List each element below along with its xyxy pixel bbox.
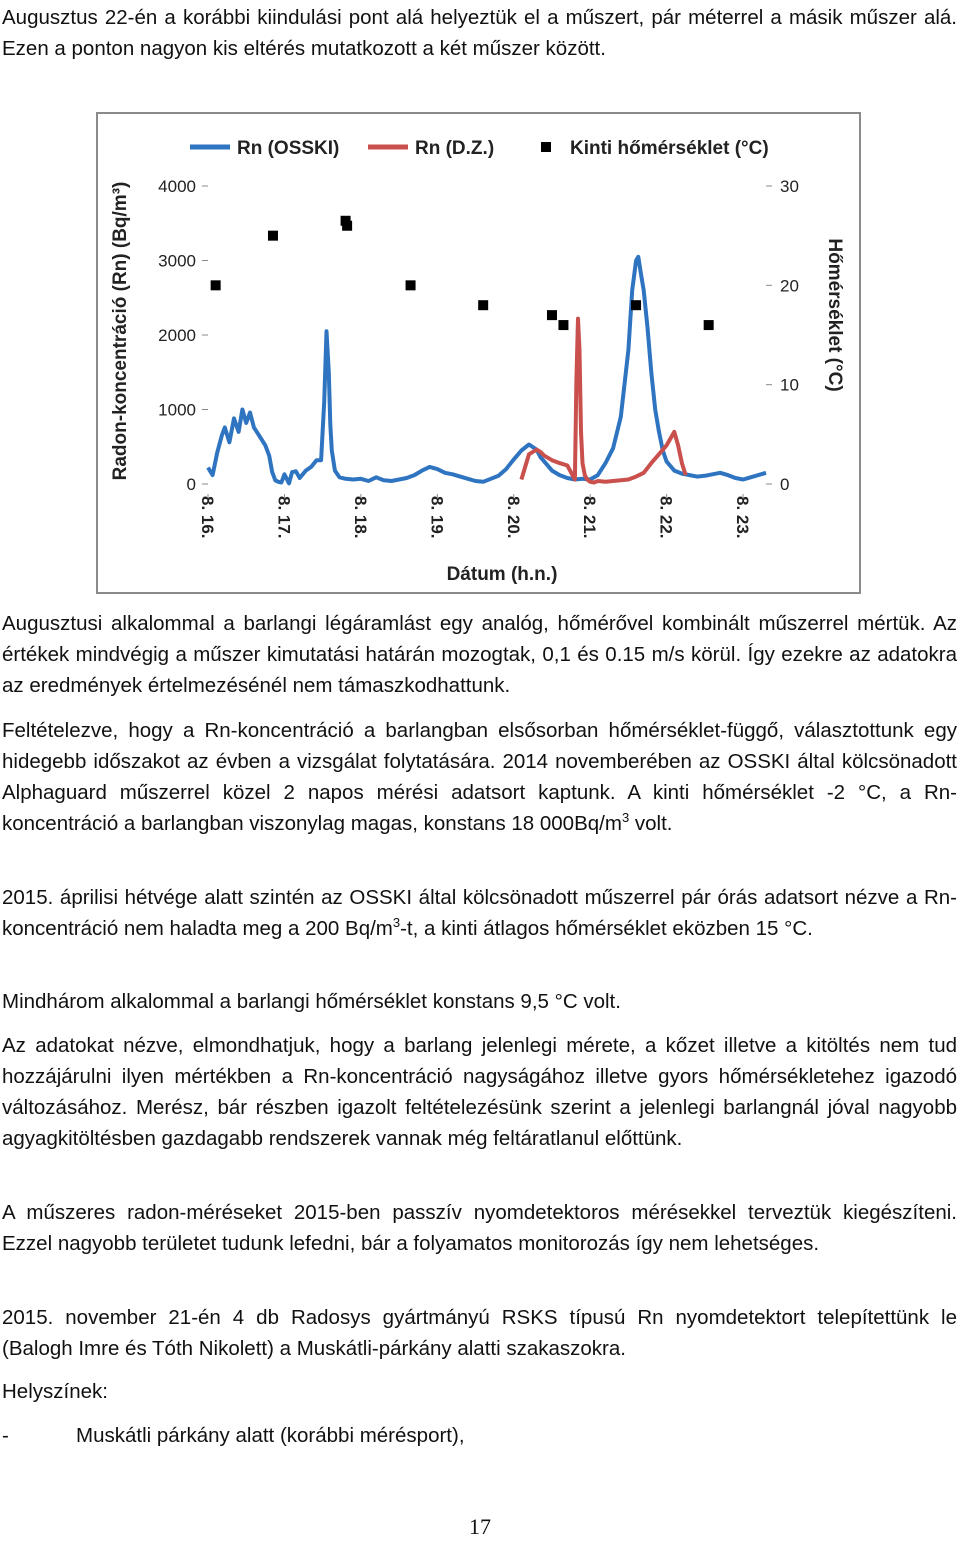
y-tick-label: 2000 xyxy=(158,326,196,345)
paragraph-passive-detectors: A műszeres radon-méréseket 2015-ben passzív nyomdetektoros mérésekkel terveztük kiegészíteni. Ezzel nagyobb területet tudunk lefedni, bár a folyamatos monitorozás így nem lehetséges. xyxy=(2,1201,957,1255)
list-item-label: Muskátli párkány alatt (korábbi mérésport), xyxy=(76,1424,465,1447)
temperature-point xyxy=(631,300,641,310)
list-bullet: - xyxy=(2,1424,9,1447)
paragraph-april xyxy=(2,882,957,944)
paragraph-april-text: 2015. áprilisi hétvége alatt szintén az OSSKI által kölcsönadott műszerrel pár órás adatsort nézve a Rn-koncentráció nem haladta meg a 200 Bq/m xyxy=(2,886,957,940)
paragraph-locations-heading: Helyszínek: xyxy=(2,1380,108,1403)
paragraph-cave-temperature: Mindhárom alkalommal a barlangi hőmérséklet konstans 9,5 °C volt. xyxy=(2,990,621,1013)
x-tick-label: 8. 22. xyxy=(656,496,676,539)
chart-svg xyxy=(98,114,863,596)
series-line-dz xyxy=(521,319,685,483)
y2-tick-label: 10 xyxy=(780,375,799,395)
y-tick-label: 0 xyxy=(186,475,196,494)
legend-osski-label: Rn (OSSKI) xyxy=(237,138,340,159)
temperature-point xyxy=(211,280,221,290)
paragraph-april-end: -t, a kinti átlagos hőmérséklet eközben 15 °C. xyxy=(400,917,813,940)
x-tick-label: 8. 21. xyxy=(580,496,600,539)
y-tick-label: 3000 xyxy=(158,251,196,271)
y-tick-label: 1000 xyxy=(158,400,196,420)
x-tick-label: 8. 20. xyxy=(503,496,523,539)
chart-labels xyxy=(110,177,845,585)
temperature-point xyxy=(406,280,416,290)
paragraph-intro: Augusztus 22-én a korábbi kiindulási pont alá helyeztük el a műszert, pár méterrel a másik műszer alá. Ezen a ponton nagyon kis eltérés mutatkozott a két műszer között. xyxy=(2,6,957,60)
paragraph-airflow: Augusztusi alkalommal a barlangi légáramlást egy analóg, hőmérővel kombinált műszerrel mértük. Az értékek mindvégig a műszer kimutatási határán mozogtak, 0,1 és 0.15 m/s körül. Így ezekre az adatokra az eredmények értelmezésénél nem támaszkodhattunk. xyxy=(2,612,957,697)
legend-dz-label: Rn (D.Z.) xyxy=(415,138,495,159)
paragraph-conclusion: Az adatokat nézve, elmondhatjuk, hogy a barlang jelenlegi mérete, a kőzet illetve a kitöltés nem tud hozzájárulni ilyen mértékben a Rn-koncentráció nagyságához illetve gyors hőmérsékletehez igazodó változásához. Merész, bár részben igazolt feltételezésünk szerint a jelenlegi barlangnál jóval nagyobb agyagkitöltésben gazdagabb rendszerek vannak még feltáratlanul előttünk. xyxy=(2,1034,957,1150)
x-tick-label: 8. 17. xyxy=(274,496,294,539)
y2-axis-title: Hőmérséklet (°C) xyxy=(824,238,845,392)
temperature-point xyxy=(268,231,278,241)
y2-tick-label: 0 xyxy=(780,475,790,494)
paragraph-november xyxy=(2,715,957,839)
y2-tick-label: 20 xyxy=(780,276,799,296)
x-tick-label: 8. 19. xyxy=(427,496,447,539)
y-axis-title: Radon-koncentráció (Rn) (Bq/m³) xyxy=(110,181,131,481)
temperature-point xyxy=(704,320,714,330)
y2-tick-label: 30 xyxy=(780,177,799,196)
paragraph-november-text: Feltételezve, hogy a Rn-koncentráció a barlangban elsősorban hőmérséklet-függő, választottunk egy hidegebb időszakot az évben a vizsgálat folytatására. 2014 novemberében az OSSKI által kölcsönadott Alphaguard műszerrel közel 2 napos mérési adatsort kaptunk. A kinti hőmérséklet -2 °C, a Rn-koncentráció a barlangban viszonylag magas, konstans 18 000Bq/m xyxy=(2,719,957,835)
y-tick-label: 4000 xyxy=(158,177,196,196)
chart-axes xyxy=(202,186,772,500)
paragraph-november-end: volt. xyxy=(629,812,673,835)
superscript-3: 3 xyxy=(392,915,401,931)
temperature-point xyxy=(547,310,557,320)
x-axis-title: Dátum (h.n.) xyxy=(446,564,558,585)
series-line-osski xyxy=(208,257,766,484)
x-tick-label: 8. 23. xyxy=(733,496,753,539)
radon-chart xyxy=(96,112,861,594)
legend-temperature-swatch xyxy=(541,142,551,152)
chart-series xyxy=(208,216,766,484)
list-item xyxy=(2,1420,465,1451)
superscript-3: 3 xyxy=(621,810,630,826)
x-tick-label: 8. 16. xyxy=(198,496,217,539)
temperature-point xyxy=(342,221,352,231)
temperature-point xyxy=(478,300,488,310)
paragraph-installation: 2015. november 21-én 4 db Radosys gyártmányú RSKS típusú Rn nyomdetektort telepítettünk le (Balogh Imre és Tóth Nikolett) a Muskátli-párkány alatti szakaszokra. xyxy=(2,1306,957,1360)
temperature-point xyxy=(558,320,568,330)
legend-temperature-label: Kinti hőmérséklet (°C) xyxy=(570,138,769,159)
page-number: 17 xyxy=(469,1514,491,1539)
chart-legend xyxy=(190,138,769,159)
x-tick-label: 8. 18. xyxy=(350,496,370,539)
